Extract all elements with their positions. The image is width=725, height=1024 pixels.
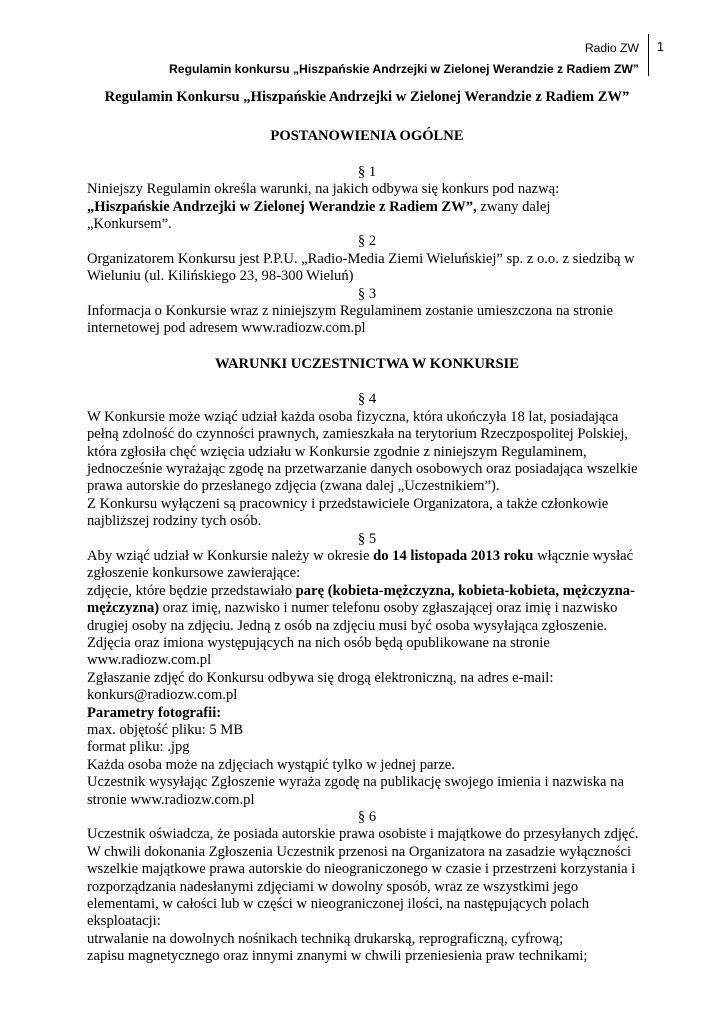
header-subtitle: Regulamin konkursu „Hiszpańskie Andrzejki w Zielonej Werandzie z Radiem ZW”	[169, 62, 639, 76]
page-header	[169, 38, 639, 80]
paragraph-5-consent: Uczestnik wysyłając Zgłoszenie wyraża zgodę na publikację swojego imienia i nazwiska na stronie www.radiozw.com.pl	[87, 774, 624, 808]
header-divider	[648, 34, 649, 76]
header-publisher: Radio ZW	[584, 41, 639, 55]
paragraph-mark-3: § 3	[357, 285, 377, 302]
paragraph-mark-2: § 2	[357, 233, 377, 250]
section-heading-general: POSTANOWIENIA OGÓLNE	[270, 128, 464, 145]
document-title: Regulamin Konkursu „Hiszpańskie Andrzejki w Zielonej Werandzie z Radiem ZW”	[104, 89, 630, 105]
paragraph-mark-4: § 4	[357, 391, 377, 408]
paragraph-6-field-1: utrwalanie na dowolnych nośnikach techniką drukarską, reprograficzną, cyfrową;	[87, 930, 564, 947]
paragraph-5-email: Zgłaszanie zdjęć do Konkursu odbywa się drogą elektroniczną, na adres e-mail: konkurs@radiozw.com.pl	[87, 669, 554, 704]
paragraph-5-deadline: Aby wziąć udział w Konkursie należy w okresie do 14 listopada 2013 roku włącznie wysłać zgłoszenie konkursowe zawierające:	[87, 547, 634, 582]
section-heading-conditions: WARUNKI UCZESTNICTWA W KONKURSIE	[215, 355, 519, 372]
paragraph-5-publication: Zdjęcia oraz imiona występujących na nich osób będą opublikowane na stronie www.radiozw.com.pl	[87, 634, 550, 669]
paragraph-mark-5: § 5	[357, 530, 377, 547]
page-number: 1	[657, 40, 664, 54]
photo-format: format pliku: .jpg	[87, 739, 190, 756]
photo-max-size: max. objętość pliku: 5 MB	[87, 722, 244, 738]
paragraph-4-exclusion: Z Konkursu wyłączeni są pracownicy i przedstawiciele Organizatora, a także członkowie najbliższej rodziny tych osób.	[87, 495, 609, 530]
paragraph-5-one-pair: Każda osoba może na zdjęciach wystąpić tylko w jednej parze.	[87, 756, 455, 773]
paragraph-6-rights: Uczestnik oświadcza, że posiada autorskie prawa osobiste i majątkowe do przesyłanych zdjęć.	[87, 826, 639, 843]
document-body	[87, 89, 647, 966]
paragraph-6-transfer: W chwili dokonania Zgłoszenia Uczestnik przenosi na Organizatora na zasadzie wyłączności wszelkie majątkowe prawa autorskie do nieograniczonego w czasie i przestrzeni korzystania i rozporządzania nadesłanymi zdjęciami w dowolny sposób, wraz ze wszystkimi jego elementami, w całości lub w części w nieograniczonej ilości, na następujących polach eksploatacji:	[87, 843, 636, 930]
paragraph-4-text: W Konkursie może wziąć udział każda osoba fizyczna, która ukończyła 18 lat, posiadająca pełną zdolność do czynności prawnych, zamieszkała na terytorium Rzeczpospolitej Polskiej, która zgłosiła chęć wzięcia udziału w Konkursie zgodnie z niniejszym Regulaminem, jednocześnie wyrażając zgodę na przetwarzanie danych osobowych oraz posiadająca wszelkie prawa autorskie do przesłanego zdjęcia (zwana dalej „Uczestnikiem”).	[87, 408, 638, 495]
paragraph-2-text: Organizatorem Konkursu jest P.P.U. „Radio-Media Ziemi Wieluńskiej” sp. z o.o. z siedzibą w Wieluniu (ul. Kilińskiego 23, 98-300 Wieluń)	[87, 250, 635, 285]
photo-parameters-heading: Parametry fotografii:	[87, 704, 222, 721]
paragraph-5-photo: zdjęcie, które będzie przedstawiało parę (kobieta-mężczyzna, kobieta-kobieta, mężczyzna-mężczyzna) oraz imię, nazwisko i numer telefonu osoby zgłaszającej oraz imię i nazwisko drugiej osoby na zdjęciu. Jedną z osób na zdjęciu musi być osoba wysyłająca zgłoszenie.	[87, 582, 635, 634]
paragraph-mark-1: § 1	[357, 163, 377, 180]
paragraph-3-text: Informacja o Konkursie wraz z niniejszym Regulaminem zostanie umieszczona na stronie internetowej pod adresem www.radiozw.com.pl	[87, 303, 614, 337]
paragraph-6-field-2: zapisu magnetycznego oraz innymi znanymi w chwili przeniesienia praw technikami;	[87, 948, 588, 965]
paragraph-1-text: Niniejszy Regulamin określa warunki, na jakich odbywa się konkurs pod nazwą: „Hiszpańskie Andrzejki w Zielonej Werandzie z Radiem ZW”, zwany dalej „Konkursem”.	[87, 181, 560, 233]
paragraph-mark-6: § 6	[357, 809, 377, 826]
